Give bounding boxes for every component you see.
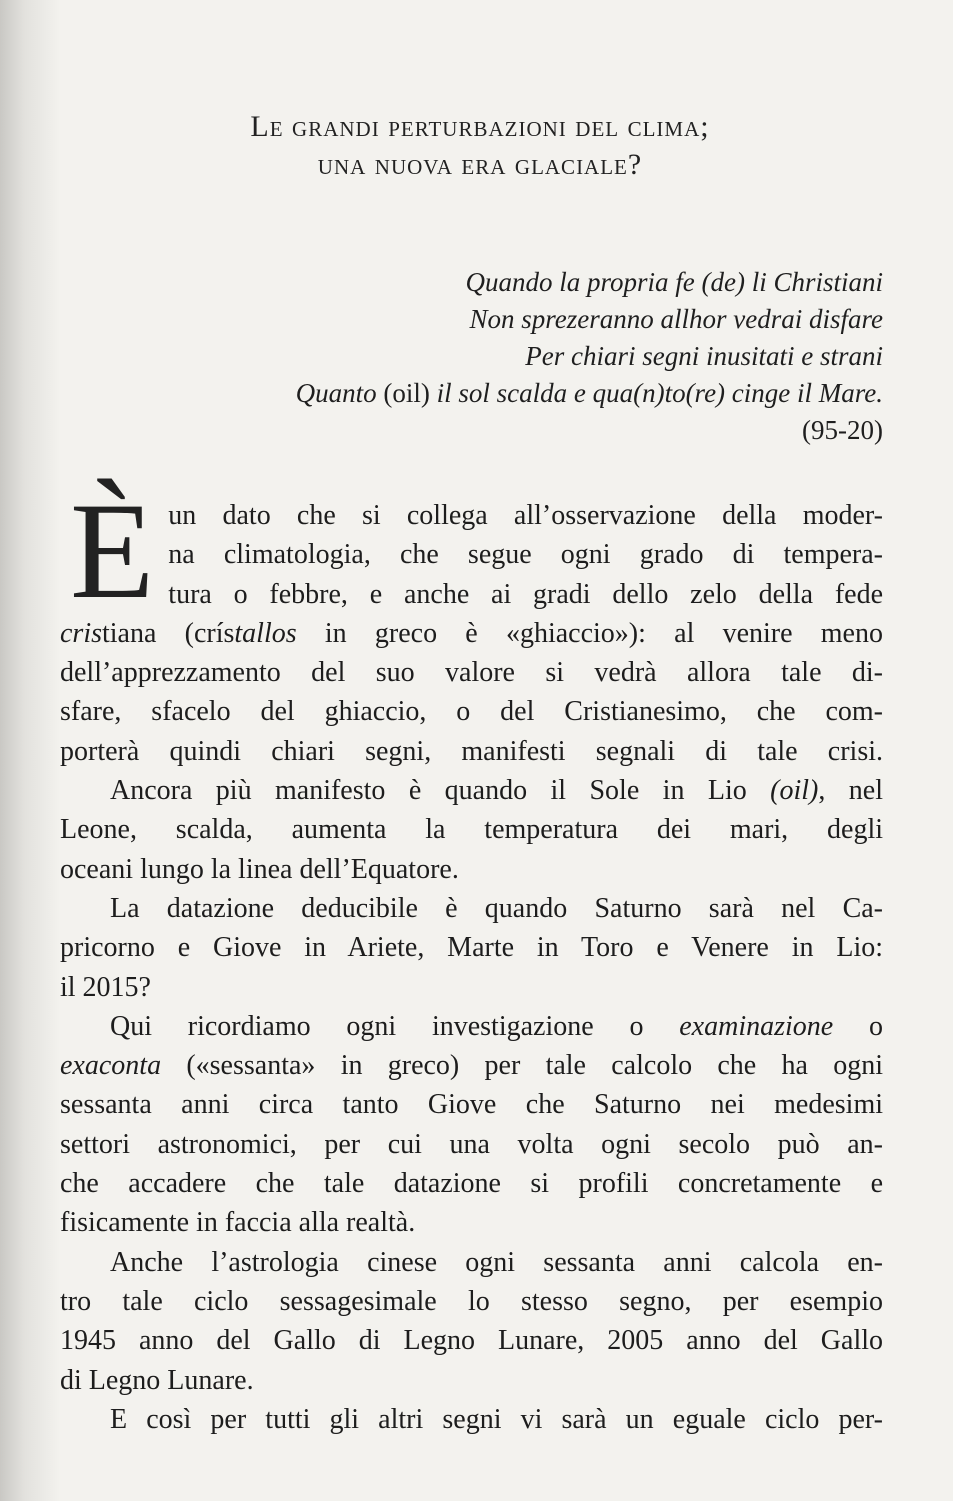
book-page xyxy=(60,0,883,1501)
epigraph-line-3: Per chiari segni inusitati e strani xyxy=(525,341,883,371)
page-gutter-shadow xyxy=(0,0,60,1501)
text-line: La datazione deducibile è quando Saturno sarà nel Ca- xyxy=(110,892,883,924)
text-line xyxy=(60,771,883,810)
text-line: sessanta anni circa tanto Giove che Saturno nei medesimi xyxy=(60,1089,883,1121)
text-fragment: , nel xyxy=(818,775,883,807)
epigraph-line-4-part-a: Quanto xyxy=(295,378,377,408)
italic-word: tallos xyxy=(234,617,297,649)
text-line: il 2015? xyxy=(60,971,151,1003)
italic-word: examinazione xyxy=(679,1010,834,1042)
text-line: E così per tutti gli altri segni vi sarà un eguale ciclo per- xyxy=(110,1403,883,1435)
text-line: che accadere che tale datazione si profili concretamente e xyxy=(60,1168,883,1200)
epigraph-line-1: Quando la propria fe (de) li Christiani xyxy=(465,267,883,297)
text-fragment: («sessanta» in greco) per tale calcolo che ha ogni xyxy=(161,1050,883,1082)
text-line: Leone, scalda, aumenta la temperatura dei mari, degli xyxy=(60,814,883,846)
epigraph-line-4 xyxy=(163,375,883,412)
text-line: di Legno Lunare. xyxy=(60,1364,254,1396)
chapter-title-line-1: Le grandi perturbazioni del clima; xyxy=(250,110,710,143)
text-fragment: o xyxy=(833,1010,883,1042)
text-fragment: in greco è «ghiaccio»): al venire meno xyxy=(296,617,883,649)
paragraph-2 xyxy=(60,771,883,889)
text-line: tura o febbre, e anche ai gradi dello zelo della fede xyxy=(168,578,883,610)
epigraph-quatrain xyxy=(163,264,883,449)
text-fragment: tiana (crís xyxy=(102,617,235,649)
italic-word: cris xyxy=(60,617,102,649)
paragraph-4 xyxy=(60,1007,883,1243)
drop-cap: È xyxy=(70,474,155,627)
paragraph-1 xyxy=(60,474,883,771)
epigraph-line-4-part-b: (oil) xyxy=(383,378,430,408)
text-fragment: Qui ricordiamo ogni investigazione o xyxy=(110,1010,680,1042)
paragraph-5 xyxy=(60,1243,883,1400)
text-fragment: Ancora più manifesto è quando il Sole in Lio xyxy=(110,775,771,807)
italic-word: exaconta xyxy=(60,1050,162,1082)
italic-word: (oil) xyxy=(770,775,819,807)
text-line: settori astronomici, per cui una volta ogni secolo può an- xyxy=(60,1128,883,1160)
text-line: dell’apprezzamento del suo valore si vedrà allora tale di- xyxy=(60,657,883,689)
epigraph-reference: (95-20) xyxy=(802,415,883,445)
text-line xyxy=(60,614,883,653)
body-text xyxy=(60,474,883,1439)
chapter-title-line-2: una nuova era glaciale? xyxy=(317,148,643,181)
text-line: tro tale ciclo sessagesimale lo stesso segno, per esempio xyxy=(60,1285,883,1317)
epigraph-line-2: Non sprezeranno allhor vedrai disfare xyxy=(469,304,883,334)
text-line xyxy=(60,1046,883,1085)
text-line: porterà quindi chiari segni, manifesti segnali di tale crisi. xyxy=(60,735,883,767)
epigraph-line-4-part-c: il sol scalda e qua(n)to(re) cinge il Mare. xyxy=(436,378,883,408)
text-line: un dato che si collega all’osservazione della moder- xyxy=(168,500,883,531)
text-line: na climatologia, che segue ogni grado di tempera- xyxy=(168,539,883,571)
text-line: 1945 anno del Gallo di Legno Lunare, 2005 anno del Gallo xyxy=(60,1325,883,1357)
text-line xyxy=(60,1007,883,1046)
paragraph-3 xyxy=(60,889,883,1007)
text-line: Anche l’astrologia cinese ogni sessanta anni calcola en- xyxy=(110,1246,883,1278)
paragraph-6 xyxy=(60,1400,883,1439)
text-line: sfare, sfacelo del ghiaccio, o del Cristianesimo, che com- xyxy=(60,696,883,728)
text-line: oceani lungo la linea dell’Equatore. xyxy=(60,853,459,885)
text-line: pricorno e Giove in Ariete, Marte in Toro e Venere in Lio: xyxy=(60,932,883,964)
text-line: fisicamente in faccia alla realtà. xyxy=(60,1207,416,1239)
chapter-title xyxy=(80,108,880,184)
